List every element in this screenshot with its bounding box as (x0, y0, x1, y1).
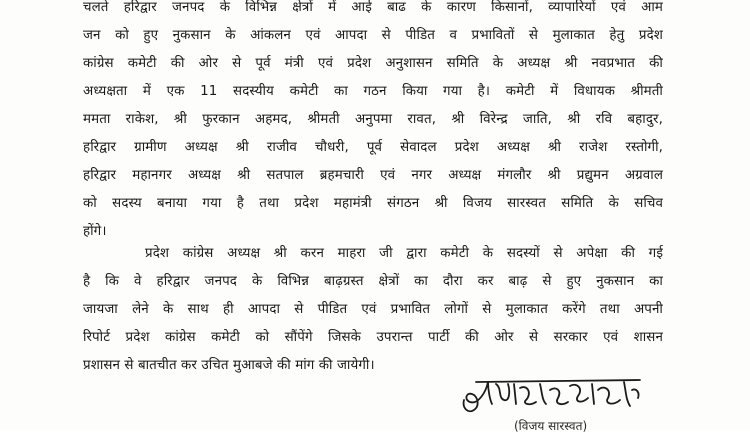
text-line: होंगे। (83, 224, 107, 239)
handwritten-signature (458, 370, 648, 420)
text-line: रिपोर्ट प्रदेश कांग्रेस कमेटी को सौंपेंगे जिसके उपरान्त पार्टी की ओर से सरकार एवं शासन (83, 330, 663, 345)
text-line: प्रदेश कांग्रेस अध्यक्ष श्री करन माहरा जी द्वारा कमेटी के सदस्यों से अपेक्षा की गई (145, 246, 663, 261)
text-line: प्रशासन से बातचीत कर उचित मुआबजे की मांग की जायेगी। (83, 358, 375, 373)
text-line: है कि वे हरिद्वार जनपद के विभिन्न बाढ़ग्रस्त क्षेत्रों का दौरा कर बाढ़ से हुए नुकसान का (83, 274, 663, 289)
text-line: ममता राकेश, श्री फुरकान अहमद, श्रीमती अनुपमा रावत, श्री विरेन्द्र जाति, श्री रवि बहादुर, (83, 112, 663, 127)
text-line: हरिद्वार महानगर अध्यक्ष श्री सतपाल ब्रहमचारी एवं नगर अध्यक्ष मंगलौर श्री प्रद्युमन अग्रवाल (83, 168, 663, 183)
text-line: अध्यक्षता में एक 11 सदस्यीय कमेटी का गठन किया गया है। कमेटी में विधायक श्रीमती (83, 84, 663, 99)
text-line: कांग्रेस कमेटी की ओर से पूर्व मंत्री एवं प्रदेश अनुशासन समिति के अध्यक्ष श्री नवप्रभात की (83, 56, 663, 71)
text-line: जन को हुए नुकसान के आंकलन एवं आपदा से पीडित व प्रभावितों से मुलाकात हेतु प्रदेश (83, 28, 663, 43)
text-line: हरिद्वार ग्रामीण अध्यक्ष श्री राजीव चौधरी, पूर्व सेवादल प्रदेश अध्यक्ष श्री राजेश रस्तोगी, (83, 140, 663, 155)
text-line: को सदस्य बनाया गया है तथा प्रदेश महामंत्री संगठन श्री विजय सारस्वत समिति के सचिव (83, 196, 663, 211)
signatory-name: (विजय सारस्वत) (514, 419, 588, 433)
paragraph-committee-formation (83, 0, 663, 246)
paragraph-committee-expectations (83, 240, 663, 380)
text-line: चलते हरिद्वार जनपद के विभिन्न क्षेत्रों में आई बाढ के कारण किसानों, व्यापारियों एवं आम (83, 0, 663, 15)
text-line: जायजा लेने के साथ ही आपदा से पीडित एवं प्रभावित लोगों से मुलाकात करेंगे तथा अपनी (83, 302, 663, 317)
